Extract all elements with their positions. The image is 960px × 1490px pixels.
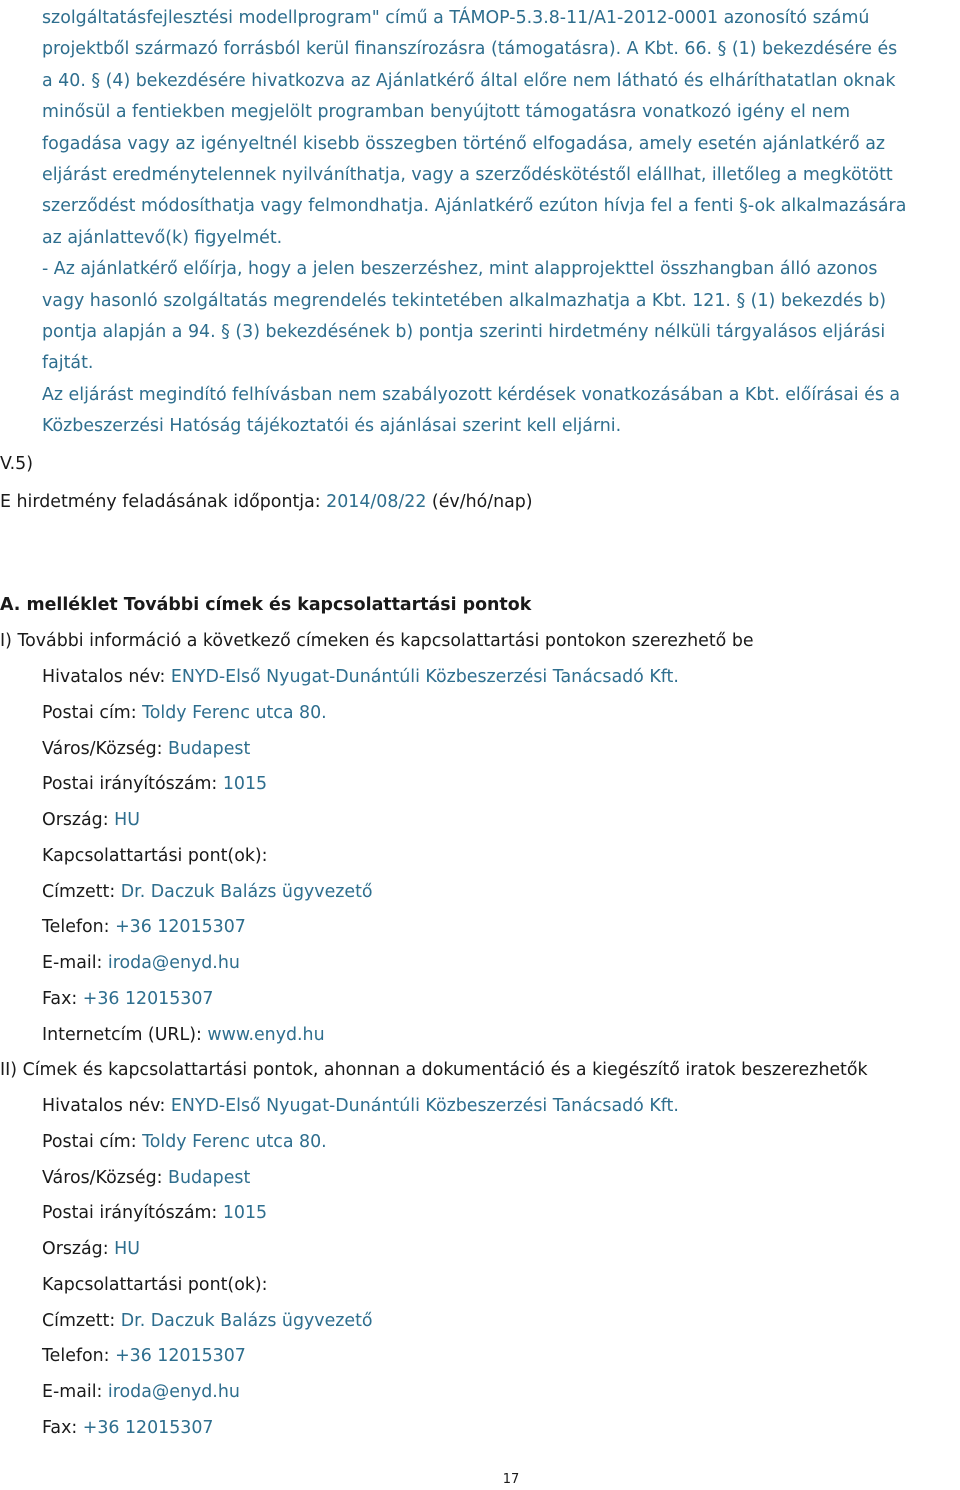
field-country: Ország: HU [42,1239,140,1259]
field-contact-points: Kapcsolattartási pont(ok): [42,1275,268,1295]
field-email: E-mail: iroda@enyd.hu [42,1382,240,1402]
field-postal-address: Postai cím: Toldy Ferenc utca 80. [42,703,327,723]
annex-title: A. melléklet További címek és kapcsolattartási pontok [0,595,532,615]
text-line: minősül a fentiekben megjelölt programban benyújtott támogatásra vonatkozó igény el nem [42,102,851,123]
text-line: fajtát. [42,353,94,374]
page-number: 17 [502,1472,520,1487]
text-line: az ajánlattevő(k) figyelmét. [42,227,283,248]
dispatch-label: E hirdetmény feladásának időpontja: [0,492,327,512]
text-line: Az eljárást megindító felhívásban nem szabályozott kérdések vonatkozásában a Kbt. előírásai és a [42,384,901,405]
field-postal-code: Postai irányítószám: 1015 [42,1203,268,1223]
text-line: projektből származó forrásból kerül finanszírozásra (támogatásra). A Kbt. 66. § (1) bekezdésére és [42,39,898,60]
dispatch-format: (év/hó/nap) [426,492,533,512]
section-i-heading: I) További információ a következő címeken és kapcsolattartási pontokon szerezhető be [0,631,754,651]
field-official-name: Hivatalos név: ENYD-Első Nyugat-Dunántúli Közbeszerzési Tanácsadó Kft. [42,667,679,687]
email-link[interactable]: iroda@enyd.hu [107,1382,240,1402]
field-email: E-mail: iroda@enyd.hu [42,953,240,973]
field-city: Város/Község: Budapest [42,1168,251,1188]
dispatch-date: 2014/08/22 [326,492,427,512]
continuation-text [42,3,960,442]
email-link[interactable]: iroda@enyd.hu [107,953,240,973]
field-contact-points: Kapcsolattartási pont(ok): [42,846,268,866]
section-label-v5: V.5) [0,454,34,474]
field-country: Ország: HU [42,810,140,830]
text-line: a 40. § (4) bekezdésére hivatkozva az Ajánlatkérő által előre nem látható és elháríthatatlan oknak [42,70,896,91]
field-phone: Telefon: +36 12015307 [42,1346,246,1366]
section-ii-heading: II) Címek és kapcsolattartási pontok, ahonnan a dokumentáció és a kiegészítő iratok beszerezhetők [0,1060,868,1080]
text-line: - Az ajánlatkérő előírja, hogy a jelen beszerzéshez, mint alapprojekttel összhangban álló azonos [42,259,878,280]
field-city: Város/Község: Budapest [42,739,251,759]
field-fax: Fax: +36 12015307 [42,1418,214,1438]
text-line: Közbeszerzési Hatóság tájékoztatói és ajánlásai szerint kell eljárni. [42,416,622,437]
field-addressee: Címzett: Dr. Daczuk Balázs ügyvezető [42,882,373,902]
text-line: pontja alapján a 94. § (3) bekezdésének b) pontja szerinti hirdetmény nélküli tárgyalásos eljárási [42,321,886,342]
text-line: eljárást eredménytelennek nyilváníthatja, vagy a szerződéskötéstől elállhat, illetőleg a megkötött [42,164,893,185]
text-line: szerződést módosíthatja vagy felmondhatja. Ajánlatkérő ezúton hívja fel a fenti §-ok alkalmazására [42,196,907,217]
field-fax: Fax: +36 12015307 [42,989,214,1009]
dispatch-date-line [0,490,533,514]
field-official-name: Hivatalos név: ENYD-Első Nyugat-Dunántúli Közbeszerzési Tanácsadó Kft. [42,1096,679,1116]
field-url: Internetcím (URL): www.enyd.hu [42,1025,325,1045]
text-line: vagy hasonló szolgáltatás megrendelés tekintetében alkalmazhatja a Kbt. 121. § (1) bekezdés b) [42,290,887,311]
text-line: fogadása vagy az igényeltnél kisebb összegben történő elfogadása, amely esetén ajánlatkérő az [42,133,885,154]
text-line: szolgáltatásfejlesztési modellprogram" című a TÁMOP-5.3.8-11/A1-2012-0001 azonosító számú [42,8,870,28]
field-addressee: Címzett: Dr. Daczuk Balázs ügyvezető [42,1311,373,1331]
field-postal-address: Postai cím: Toldy Ferenc utca 80. [42,1132,327,1152]
field-postal-code: Postai irányítószám: 1015 [42,774,268,794]
field-phone: Telefon: +36 12015307 [42,917,246,937]
url-link[interactable]: www.enyd.hu [207,1025,325,1045]
